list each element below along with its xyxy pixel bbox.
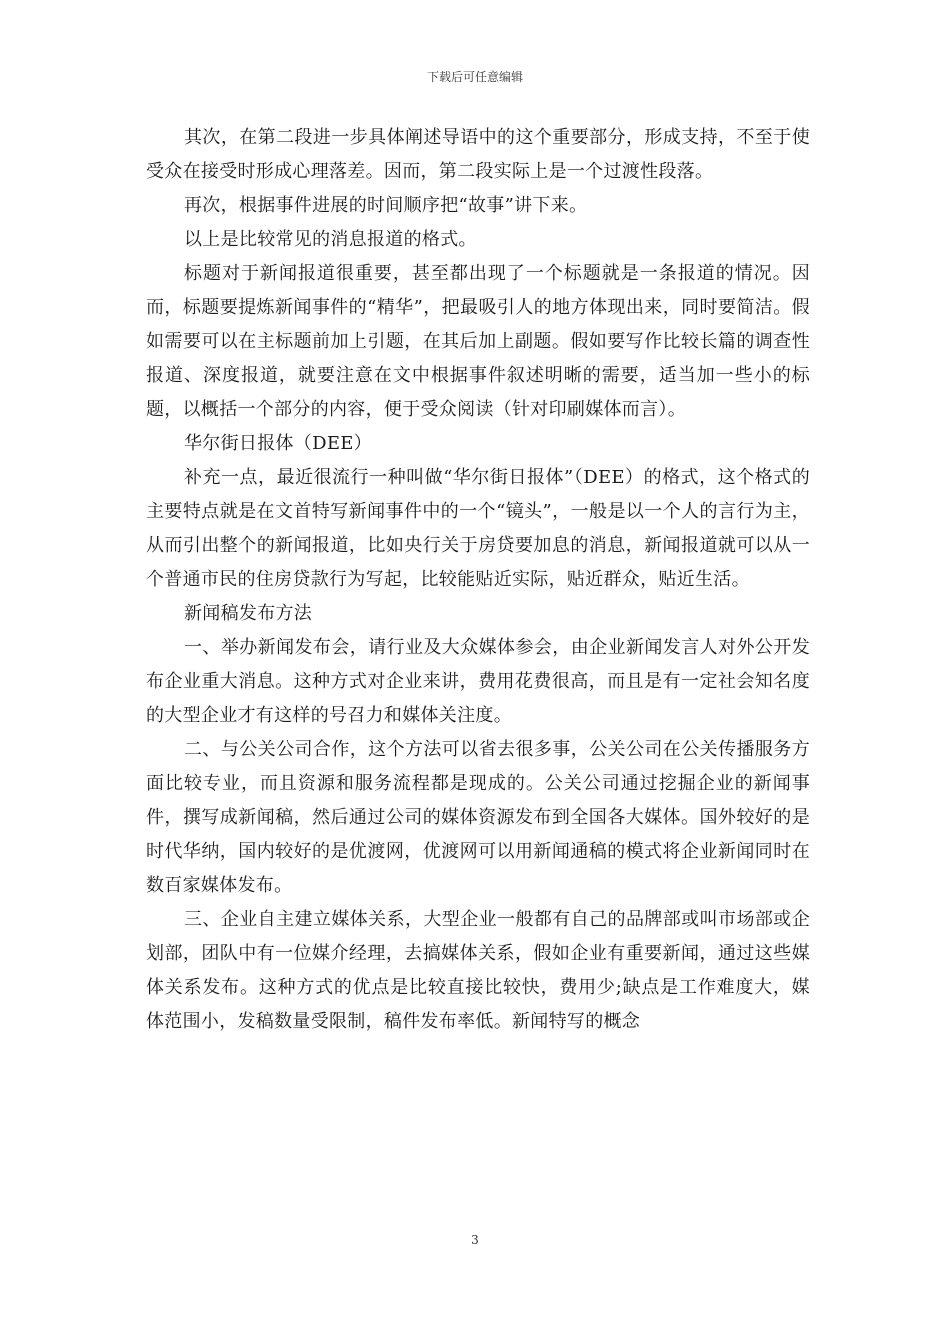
page-number: 3 bbox=[471, 1233, 479, 1247]
paragraph: 二、与公关公司合作，这个方法可以省去很多事，公关公司在公关传播服务方面比较专业，而且资源和服务流程都是现成的。公关公司通过挖掘企业的新闻事件，撰写成新闻稿，然后通过公司的媒体资源发布到全国各大媒体。国外较好的是时代华纳，国内较好的是优渡网，优渡网可以用新闻通稿的模式将企业新闻同时在数百家媒体发布。 bbox=[146, 739, 810, 896]
section-heading: 华尔街日报体（DEE） bbox=[184, 433, 373, 454]
paragraph: 其次，在第二段进一步具体阐述导语中的这个重要部分，形成支持，不至于使受众在接受时形成心理落差。因而，第二段实际上是一个过渡性段落。 bbox=[146, 127, 810, 182]
paragraph: 三、企业自主建立媒体关系，大型企业一般都有自己的品牌部或叫市场部或企划部，团队中有一位媒介经理，去搞媒体关系，假如企业有重要新闻，通过这些媒体关系发布。这种方式的优点是比较直接比较快，费用少;缺点是工作难度大，媒体范围小，发稿数量受限制，稿件发布率低。新闻特写的概念 bbox=[146, 909, 810, 1032]
document-body bbox=[146, 121, 810, 1039]
paragraph: 标题对于新闻报道很重要，甚至都出现了一个标题就是一条报道的情况。因而，标题要提炼新闻事件的“精华”，把最吸引人的地方体现出来，同时要简洁。假如需要可以在主标题前加上引题，在其后加上副题。假如要写作比较长篇的调查性报道、深度报道，就要注意在文中根据事件叙述明晰的需要，适当加一些小的标题，以概括一个部分的内容，便于受众阅读（针对印刷媒体而言）。 bbox=[146, 263, 810, 420]
paragraph: 以上是比较常见的消息报道的格式。 bbox=[184, 229, 477, 250]
paragraph: 一、举办新闻发布会，请行业及大众媒体参会，由企业新闻发言人对外公开发布企业重大消息。这种方式对企业来讲，费用花费很高，而且是有一定社会知名度的大型企业才有这样的号召力和媒体关注度。 bbox=[146, 637, 810, 726]
section-heading: 新闻稿发布方法 bbox=[184, 603, 313, 624]
page-header-note: 下载后可任意编辑 bbox=[426, 70, 523, 84]
paragraph: 再次，根据事件进展的时间顺序把“故事”讲下来。 bbox=[184, 195, 588, 216]
paragraph: 补充一点，最近很流行一种叫做“华尔街日报体”（DEE）的格式，这个格式的主要特点就是在文首特写新闻事件中的一个“镜头”，一般是以一个人的言行为主，从而引出整个的新闻报道，比如央行关于房贷要加息的消息，新闻报道就可以从一个普通市民的住房贷款行为写起，比较能贴近实际，贴近群众，贴近生活。 bbox=[146, 467, 810, 590]
